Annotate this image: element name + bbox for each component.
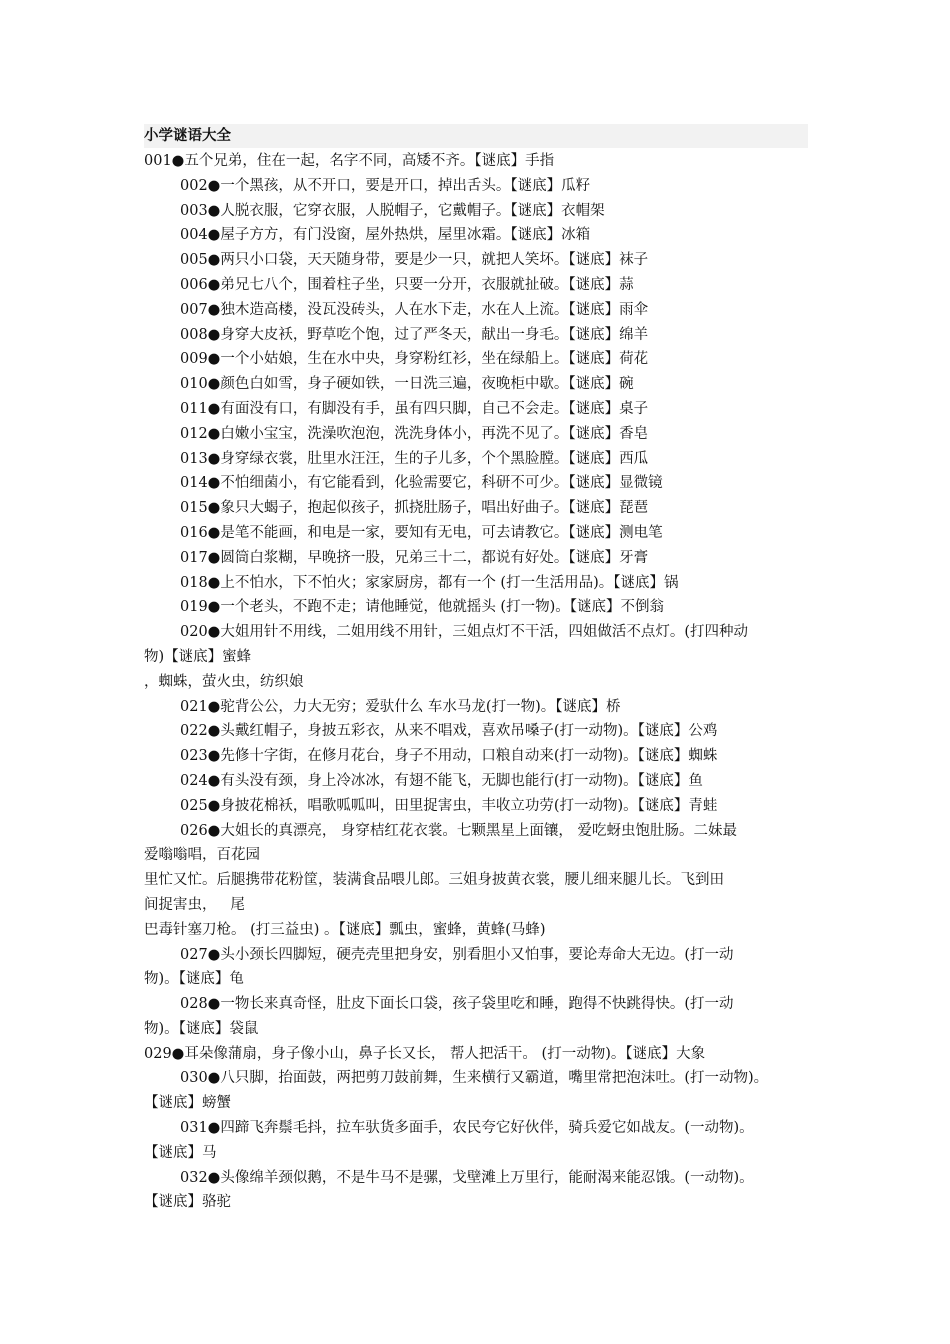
riddle-line: 024●有头没有颈，身上冷冰冰，有翅不能飞，无脚也能行(打一动物)。【谜底】鱼 bbox=[180, 772, 703, 789]
riddle-line: 009●一个小姑娘，生在水中央，身穿粉红衫，坐在绿船上。【谜底】荷花 bbox=[180, 351, 649, 368]
riddle-line: 003●人脱衣服，它穿衣服，人脱帽子，它戴帽子。【谜底】衣帽架 bbox=[180, 202, 605, 219]
riddle-line: 020●大姐用针不用线，二姐用线不用针，三姐点灯不干活，四姐做活不点灯。(打四种动 bbox=[180, 624, 748, 641]
riddle-line: 026●大姐长的真漂亮， 身穿桔红花衣裳。七颗黑星上面镶， 爱吃蚜虫饱肚肠。二妹最 bbox=[180, 822, 738, 839]
riddle-line: 029●耳朵像蒲扇，身子像小山，鼻子长又长， 帮人把活干。 (打一动物)。【谜底】大象 bbox=[144, 1045, 706, 1062]
riddle-line: 031●四蹄飞奔鬃毛抖，拉车驮货多面手，农民夸它好伙伴，骑兵爱它如战友。(一动物)。 bbox=[180, 1120, 754, 1137]
riddle-line: 014●不怕细菌小，有它能看到，化验需要它，科研不可少。【谜底】显微镜 bbox=[180, 475, 663, 492]
riddle-line: 018●上不怕水，下不怕火；家家厨房，都有一个 (打一生活用品)。【谜底】锅 bbox=[180, 574, 679, 591]
riddle-line: 012●白嫩小宝宝，洗澡吹泡泡，洗洗身体小，再洗不见了。【谜底】香皂 bbox=[180, 425, 649, 442]
riddle-line: 027●头小颈长四脚短，硬壳壳里把身安，别看胆小又怕事，要论寿命大无边。(打一动 bbox=[180, 946, 734, 963]
riddle-line: 物)【谜底】蜜蜂 bbox=[144, 648, 252, 665]
riddle-line: 里忙又忙。后腿携带花粉筐，装满食品喂儿郎。三姐身披黄衣裳，腰儿细来腿儿长。飞到田 bbox=[144, 872, 724, 889]
riddle-line: 004●屋子方方，有门没窗，屋外热烘，屋里冰霜。【谜底】冰箱 bbox=[180, 227, 591, 244]
riddle-line: 爱嗡嗡唱，百花园 bbox=[144, 847, 260, 864]
riddle-line: 019●一个老头，不跑不走；请他睡觉，他就摇头 (打一物)。【谜底】不倒翁 bbox=[180, 599, 664, 616]
riddle-list bbox=[144, 149, 808, 1215]
riddle-line: 025●身披花棉袄，唱歌呱呱叫，田里捉害虫，丰收立功劳(打一动物)。【谜底】青蛙 bbox=[180, 797, 718, 814]
riddle-line: 022●头戴红帽子，身披五彩衣，从来不唱戏，喜欢吊嗓子(打一动物)。【谜底】公鸡 bbox=[180, 723, 718, 740]
riddle-line: 间捉害虫， 尾 bbox=[144, 896, 245, 913]
riddle-line: 物)。【谜底】袋鼠 bbox=[144, 1020, 259, 1037]
riddle-line: 006●弟兄七八个，围着柱子坐，只要一分开，衣服就扯破。【谜底】蒜 bbox=[180, 276, 634, 293]
riddle-line: 002●一个黑孩，从不开口，要是开口，掉出舌头。【谜底】瓜籽 bbox=[180, 177, 591, 194]
riddle-line: 021●驼背公公，力大无穷；爱驮什么 车水马龙(打一物)。【谜底】桥 bbox=[180, 698, 621, 715]
riddle-line: 【谜底】马 bbox=[144, 1144, 217, 1161]
riddle-line: 015●象只大蝎子，抱起似孩子，抓挠肚肠子，唱出好曲子。【谜底】琵琶 bbox=[180, 500, 649, 517]
riddle-line: 物)。【谜底】龟 bbox=[144, 971, 244, 988]
riddle-line: 011●有面没有口，有脚没有手，虽有四只脚，自己不会走。【谜底】桌子 bbox=[180, 400, 649, 417]
riddle-line: 【谜底】螃蟹 bbox=[144, 1095, 231, 1112]
riddle-line: 023●先修十字街，在修月花台，身子不用动，口粮自动来(打一动物)。【谜底】蜘蛛 bbox=[180, 748, 718, 765]
document-page bbox=[144, 124, 808, 1215]
document-title: 小学谜语大全 bbox=[144, 124, 808, 148]
riddle-line: 010●颜色白如雪，身子硬如铁，一日洗三遍，夜晚柜中歇。【谜底】碗 bbox=[180, 376, 634, 393]
riddle-line: 001●五个兄弟，住在一起，名字不同，高矮不齐。【谜底】手指 bbox=[144, 153, 555, 169]
riddle-line: 017●圆筒白浆糊，早晚挤一股，兄弟三十二，都说有好处。【谜底】牙膏 bbox=[180, 549, 649, 566]
riddle-line: 007●独木造高楼，没瓦没砖头，人在水下走，水在人上流。【谜底】雨伞 bbox=[180, 301, 649, 318]
riddle-line: 巴毒针塞刀枪。 (打三益虫) 。【谜底】瓢虫，蜜蜂，黄蜂(马蜂) bbox=[144, 921, 546, 938]
riddle-line: 028●一物长来真奇怪，肚皮下面长口袋，孩子袋里吃和睡，跑得不快跳得快。(打一动 bbox=[180, 996, 734, 1013]
riddle-line: 【谜底】骆驼 bbox=[144, 1194, 231, 1211]
riddle-line: ，蜘蛛，萤火虫，纺织娘 bbox=[144, 673, 304, 690]
riddle-line: 013●身穿绿衣裳，肚里水汪汪，生的子儿多，个个黑脸膛。【谜底】西瓜 bbox=[180, 450, 649, 467]
riddle-line: 005●两只小口袋，天天随身带，要是少一只，就把人笑坏。【谜底】袜子 bbox=[180, 252, 649, 269]
riddle-line: 032●头像绵羊颈似鹅，不是牛马不是骡，戈壁滩上万里行，能耐渴来能忍饿。(一动物)。 bbox=[180, 1169, 754, 1186]
riddle-line: 030●八只脚，抬面鼓，两把剪刀鼓前舞，生来横行又霸道，嘴里常把泡沫吐。(打一动物)。 bbox=[180, 1070, 769, 1087]
riddle-line: 016●是笔不能画，和电是一家，要知有无电，可去请教它。【谜底】测电笔 bbox=[180, 524, 663, 541]
riddle-line: 008●身穿大皮袄，野草吃个饱，过了严冬天，献出一身毛。【谜底】绵羊 bbox=[180, 326, 649, 343]
